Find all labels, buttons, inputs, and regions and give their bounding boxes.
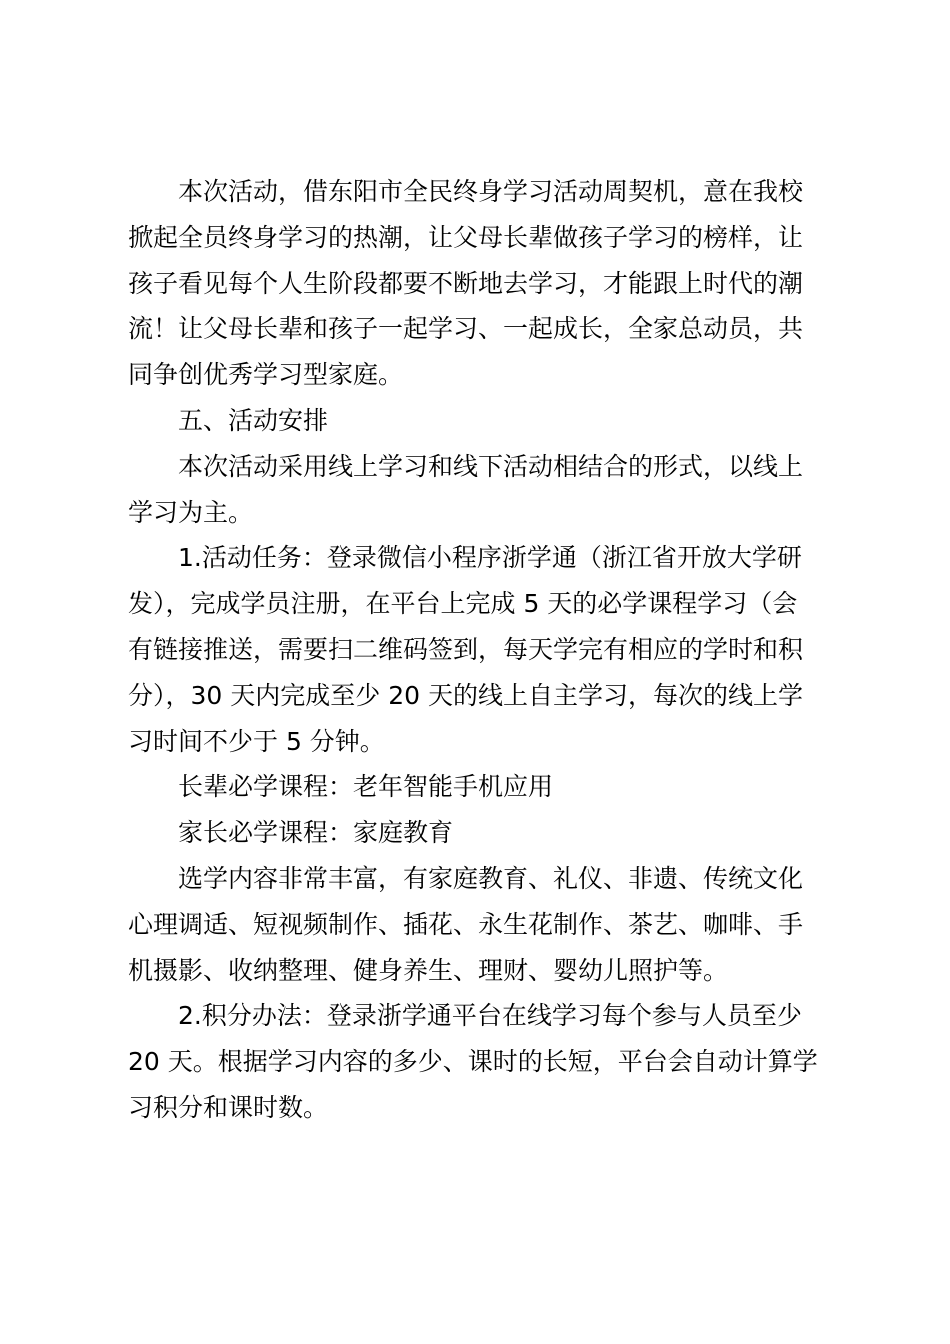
text-line: 本次活动，借东阳市全民终身学习活动周契机，意在我校 <box>178 177 804 206</box>
text-line: 学习为主。 <box>128 497 254 527</box>
document-body <box>128 169 834 1131</box>
text-line: 心理调适、短视频制作、插花、永生花制作、茶艺、咖啡、手 <box>128 909 804 939</box>
paragraph-points-method <box>128 993 834 1130</box>
text-line: 五、活动安排 <box>178 405 329 435</box>
text-line: 本次活动采用线上学习和线下活动相结合的形式，以线上 <box>178 451 804 481</box>
paragraph-activity-form <box>128 444 834 536</box>
paragraph-activity-purpose <box>128 169 834 398</box>
text-line: 2.积分办法：登录浙学通平台在线学习每个参与人员至少 <box>178 1001 802 1031</box>
text-line: 家长必学课程：家庭教育 <box>178 818 454 848</box>
text-line: 掀起全员终身学习的热潮，让父母长辈做孩子学习的榜样，让 <box>128 222 804 252</box>
text-line: 长辈必学课程：老年智能手机应用 <box>178 772 554 802</box>
paragraph-elective-content <box>128 856 834 993</box>
text-line: 分），30 天内完成至少 20 天的线上自主学习，每次的线上学 <box>128 680 803 710</box>
paragraph-activity-task <box>128 535 834 764</box>
paragraph-parent-course <box>128 810 834 856</box>
text-line: 习时间不少于 5 分钟。 <box>128 726 385 756</box>
text-line: 习积分和课时数。 <box>128 1092 329 1122</box>
text-line: 同争创优秀学习型家庭。 <box>128 360 404 390</box>
text-line: 机摄影、收纳整理、健身养生、理财、婴幼儿照护等。 <box>128 955 729 985</box>
text-line: 有链接推送，需要扫二维码签到，每天学完有相应的学时和积 <box>128 634 804 664</box>
section-heading-activity-arrangement <box>128 398 834 444</box>
text-line: 孩子看见每个人生阶段都要不断地去学习，才能跟上时代的潮 <box>128 268 804 298</box>
text-line: 发），完成学员注册，在平台上完成 5 天的必学课程学习（会 <box>128 589 798 619</box>
paragraph-elder-course <box>128 764 834 810</box>
text-line: 1.活动任务：登录微信小程序浙学通（浙江省开放大学研 <box>178 543 802 573</box>
text-line: 选学内容非常丰富，有家庭教育、礼仪、非遗、传统文化 <box>178 863 804 893</box>
text-line: 20 天。根据学习内容的多少、课时的长短，平台会自动计算学 <box>128 1047 818 1077</box>
text-line: 流！让父母长辈和孩子一起学习、一起成长，全家总动员，共 <box>128 314 804 344</box>
